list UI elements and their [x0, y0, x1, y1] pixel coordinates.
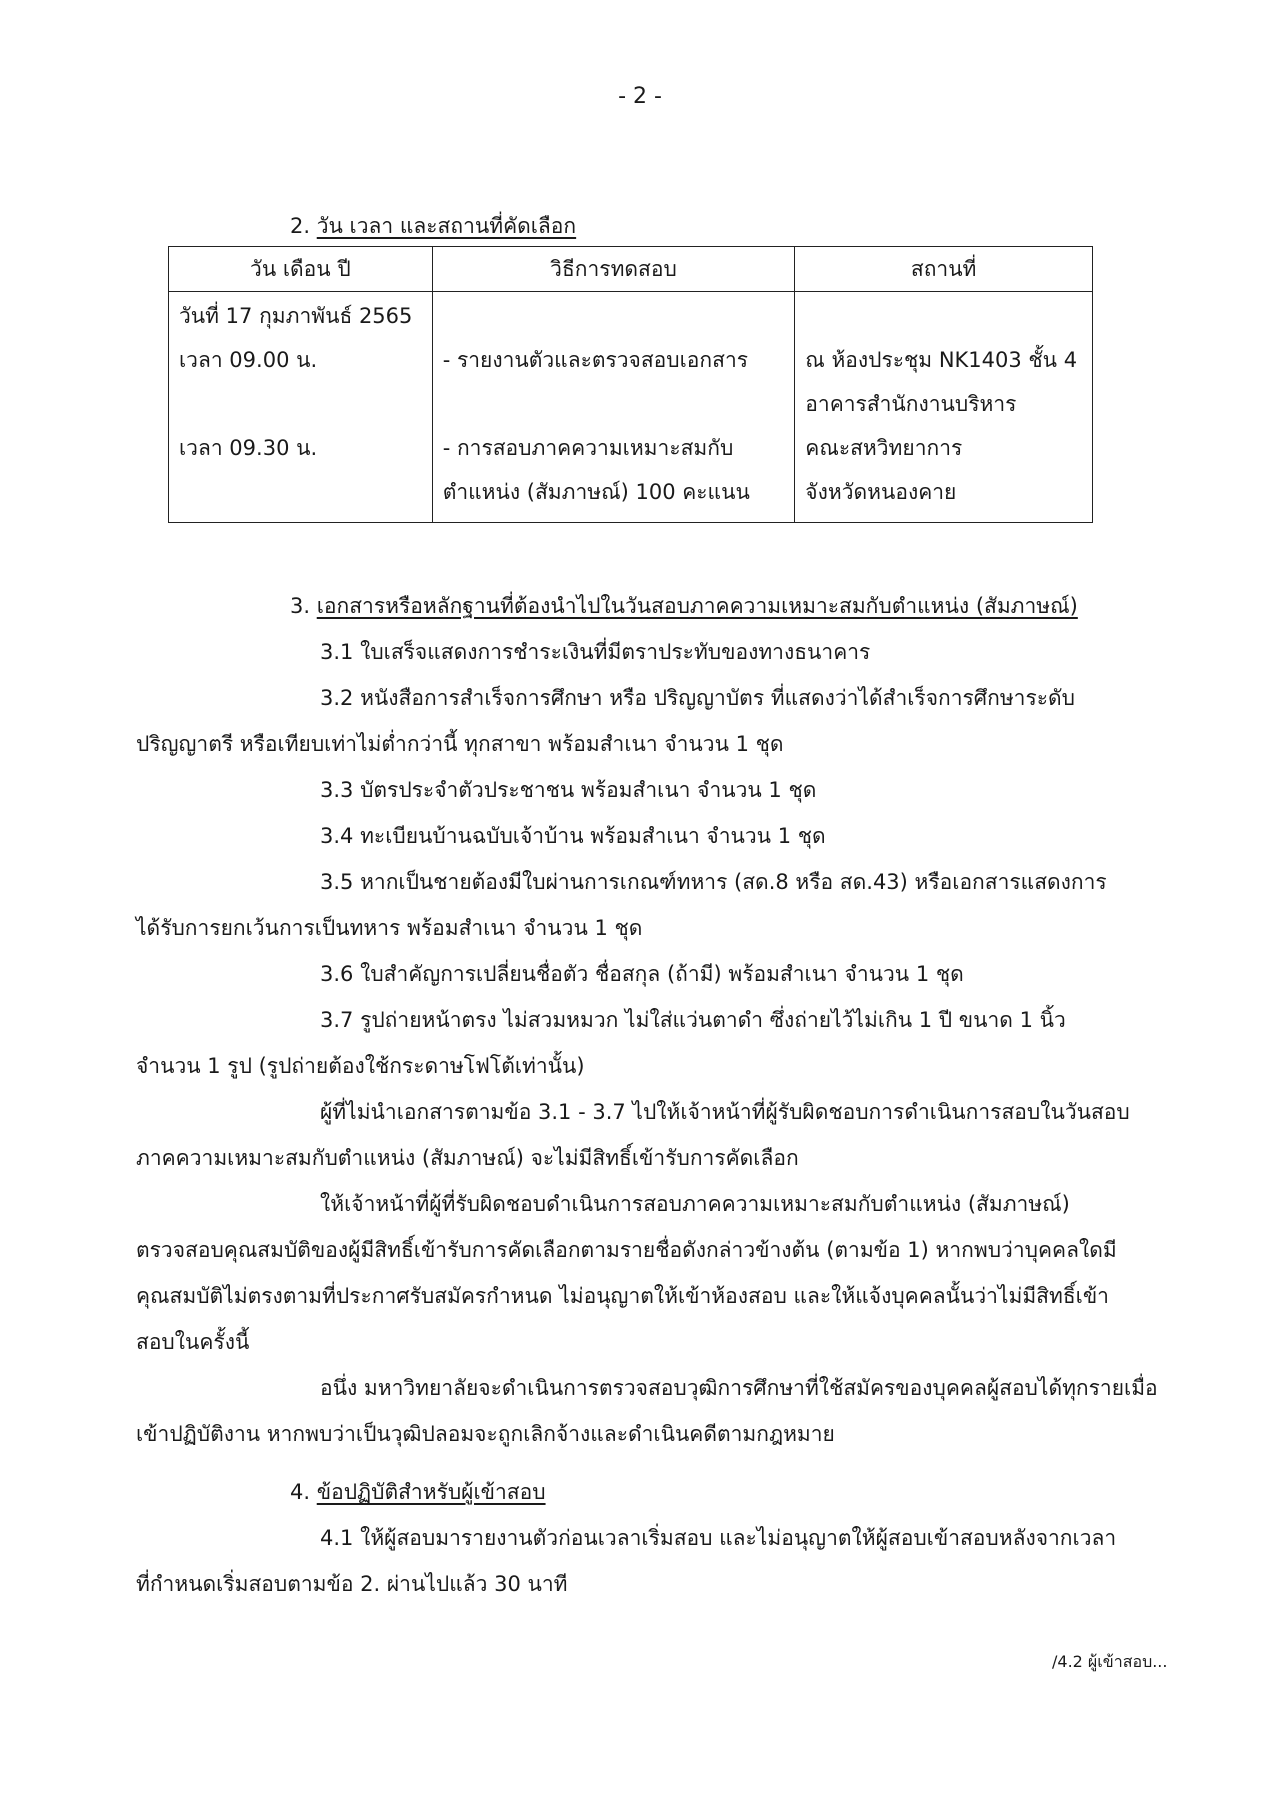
method-cell — [432, 292, 795, 523]
table-header-place: สถานที่ — [795, 247, 1093, 292]
paragraph-line: อนึ่ง มหาวิทยาลัยจะดำเนินการตรวจสอบวุฒิการศึกษาที่ใช้สมัครของบุคคลผู้สอบได้ทุกรายเมื่อ — [320, 1376, 1158, 1400]
date-cell — [169, 292, 433, 523]
page-number: - 2 - — [618, 84, 662, 109]
doc-item-3-5: 3.5 หากเป็นชายต้องมีใบผ่านการเกณฑ์ทหาร (สด.8 หรือ สด.43) หรือเอกสารแสดงการ — [320, 870, 1107, 894]
paragraph-line: สอบในครั้งนี้ — [136, 1330, 250, 1354]
rule-item-4-1-cont: ที่กำหนดเริ่มสอบตามข้อ 2. ผ่านไปแล้ว 30 นาที — [136, 1572, 568, 1596]
paragraph-line: เข้าปฏิบัติงาน หากพบว่าเป็นวุฒิปลอมจะถูกเลิกจ้างและดำเนินคดีตามกฎหมาย — [136, 1422, 835, 1446]
doc-item-3-2-cont: ปริญญาตรี หรือเทียบเท่าไม่ต่ำกว่านี้ ทุกสาขา พร้อมสำเนา จำนวน 1 ชุด — [136, 732, 784, 756]
time-line: เวลา 09.00 น. — [179, 348, 318, 372]
method-line: ตำแหน่ง (สัมภาษณ์) 100 คะแนน — [442, 480, 750, 504]
doc-item-3-6: 3.6 ใบสำคัญการเปลี่ยนชื่อตัว ชื่อสกุล (ถ้ามี) พร้อมสำเนา จำนวน 1 ชุด — [320, 962, 964, 986]
time-line: เวลา 09.30 น. — [179, 436, 318, 460]
paragraph-line: ผู้ที่ไม่นำเอกสารตามข้อ 3.1 - 3.7 ไปให้เจ้าหน้าที่ผู้รับผิดชอบการดำเนินการสอบในวันสอบ — [320, 1100, 1130, 1124]
paragraph-line: ให้เจ้าหน้าที่ผู้ที่รับผิดชอบดำเนินการสอบภาคความเหมาะสมกับตำแหน่ง (สัมภาษณ์) — [320, 1192, 1070, 1216]
paragraph-line: ภาคความเหมาะสมกับตำแหน่ง (สัมภาษณ์) จะไม่มีสิทธิ์เข้ารับการคัดเลือก — [136, 1146, 799, 1170]
doc-item-3-5-cont: ได้รับการยกเว้นการเป็นทหาร พร้อมสำเนา จำนวน 1 ชุด — [136, 916, 643, 940]
table-row — [169, 292, 1093, 523]
doc-item-3-7: 3.7 รูปถ่ายหน้าตรง ไม่สวมหมวก ไม่ใส่แว่นตาดำ ซึ่งถ่ายไว้ไม่เกิน 1 ปี ขนาด 1 นิ้ว — [320, 1008, 1066, 1032]
continuation-note: /4.2 ผู้เข้าสอบ... — [1052, 1652, 1168, 1671]
place-line: อาคารสำนักงานบริหาร — [805, 392, 1017, 416]
section-2-title: วัน เวลา และสถานที่คัดเลือก — [316, 214, 577, 238]
section-2-number: 2. — [290, 214, 311, 238]
method-line: - รายงานตัวและตรวจสอบเอกสาร — [442, 348, 749, 372]
doc-item-3-3: 3.3 บัตรประจำตัวประชาชน พร้อมสำเนา จำนวน 1 ชุด — [320, 778, 817, 802]
section-4-title: ข้อปฏิบัติสำหรับผู้เข้าสอบ — [316, 1480, 546, 1504]
table-header-date: วัน เดือน ปี — [169, 247, 433, 292]
place-line: จังหวัดหนองคาย — [805, 480, 957, 504]
date-line: วันที่ 17 กุมภาพันธ์ 2565 — [179, 304, 413, 328]
method-line: - การสอบภาคความเหมาะสมกับ — [442, 436, 734, 460]
section-3-title: เอกสารหรือหลักฐานที่ต้องนำไปในวันสอบภาคความเหมาะสมกับตำแหน่ง (สัมภาษณ์) — [316, 594, 1078, 618]
table-header-row — [169, 247, 1093, 292]
place-line: ณ ห้องประชุม NK1403 ชั้น 4 — [805, 348, 1078, 372]
section-3-number: 3. — [290, 594, 311, 618]
table-header-method: วิธีการทดสอบ — [432, 247, 795, 292]
section-4-heading — [290, 1476, 546, 1509]
doc-item-3-1: 3.1 ใบเสร็จแสดงการชำระเงินที่มีตราประทับของทางธนาคาร — [320, 640, 871, 664]
paragraph-line: คุณสมบัติไม่ตรงตามที่ประกาศรับสมัครกำหนด ไม่อนุญาตให้เข้าห้องสอบ และให้แจ้งบุคคลนั้นว่าไม่มีสิทธิ์เข้า — [136, 1284, 1109, 1308]
rule-item-4-1: 4.1 ให้ผู้สอบมารายงานตัวก่อนเวลาเริ่มสอบ และไม่อนุญาตให้ผู้สอบเข้าสอบหลังจากเวลา — [320, 1526, 1117, 1550]
doc-item-3-7-cont: จำนวน 1 รูป (รูปถ่ายต้องใช้กระดาษโฟโต้เท่านั้น) — [136, 1054, 585, 1078]
doc-item-3-2: 3.2 หนังสือการสำเร็จการศึกษา หรือ ปริญญาบัตร ที่แสดงว่าได้สำเร็จการศึกษาระดับ — [320, 686, 1076, 710]
place-line: คณะสหวิทยาการ — [805, 436, 963, 460]
section-3-heading — [290, 590, 1078, 623]
place-cell — [795, 292, 1093, 523]
paragraph-line: ตรวจสอบคุณสมบัติของผู้มีสิทธิ์เข้ารับการคัดเลือกตามรายชื่อดังกล่าวข้างต้น (ตามข้อ 1) หากพบว่าบุคคลใดมี — [136, 1238, 1117, 1262]
section-4-number: 4. — [290, 1480, 311, 1504]
doc-item-3-4: 3.4 ทะเบียนบ้านฉบับเจ้าบ้าน พร้อมสำเนา จำนวน 1 ชุด — [320, 824, 826, 848]
schedule-table — [168, 246, 1093, 523]
section-2-heading — [290, 210, 576, 243]
